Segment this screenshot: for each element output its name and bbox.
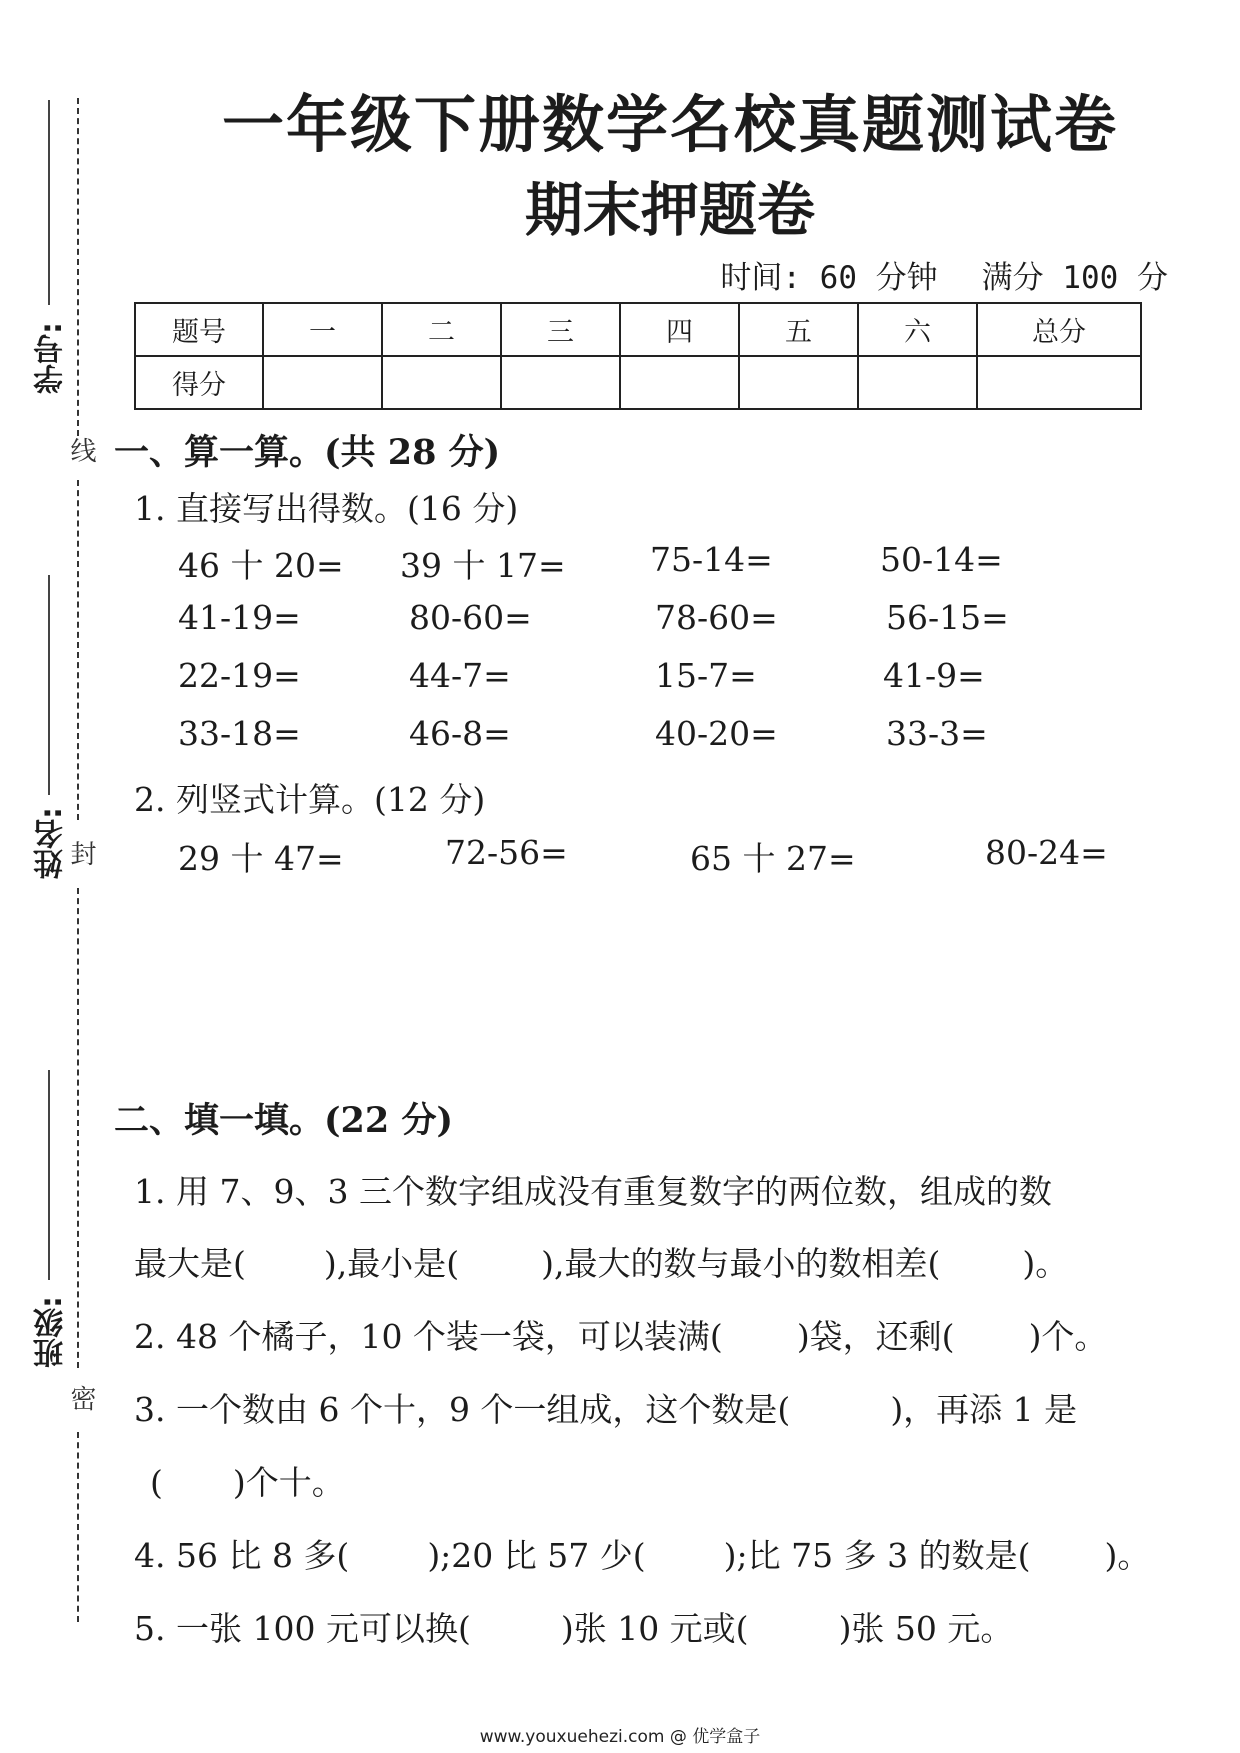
score-row-label: 得分 [135, 356, 263, 409]
calc-item: 40-20= [655, 714, 778, 753]
q1-text: )。 [1022, 1244, 1069, 1283]
page-subtitle: 期末押题卷 [524, 176, 815, 244]
student-id-field[interactable] [18, 100, 78, 410]
calc-item: 75-14= [650, 540, 773, 579]
section-1-heading: 一、算一算。(共 28 分) [114, 432, 501, 473]
exam-full-score: 满分 100 分 [981, 260, 1168, 296]
calc-item: 80-60= [409, 598, 532, 637]
calc-row [0, 540, 1240, 585]
question-5 [134, 1603, 1013, 1650]
q4-text: );20 比 57 少( [427, 1536, 646, 1575]
student-name-label: 姓名: [34, 807, 69, 879]
calc-item: 22-19= [178, 656, 301, 695]
calc-row [0, 656, 1240, 696]
q2-text: )个。 [1028, 1317, 1108, 1356]
calc-item: 78-60= [655, 598, 778, 637]
vertical-calc-item: 65 十 27= [690, 839, 856, 878]
calc-item: 15-7= [655, 656, 757, 695]
score-input-cell[interactable] [739, 356, 858, 409]
exam-info [720, 252, 1168, 297]
score-header-cell: 总分 [977, 303, 1141, 356]
q3-text: 3. 一个数由 6 个十，9 个一组成，这个数是( [134, 1390, 791, 1429]
q4-text: );比 75 多 3 的数是( [723, 1536, 1031, 1575]
student-id-write-line [48, 100, 50, 305]
calc-item: 56-15= [886, 598, 1009, 637]
score-header-cell: 六 [858, 303, 977, 356]
score-input-cell[interactable] [858, 356, 977, 409]
question-4 [134, 1530, 1150, 1577]
seal-word-mi: 密 [66, 1385, 96, 1411]
class-label: 班级: [34, 1296, 69, 1368]
question-3-line-2 [150, 1457, 345, 1504]
score-table-score-row [135, 356, 1141, 409]
score-input-cell[interactable] [620, 356, 739, 409]
q2-text: )袋，还剩( [796, 1317, 955, 1356]
calc-row [0, 714, 1240, 754]
score-input-cell[interactable] [501, 356, 620, 409]
calc-item: 33-18= [178, 714, 301, 753]
page-footer-watermark: www.youxuehezi.com @ 优学盒子 [479, 1727, 761, 1747]
page-title: 一年级下册数学名校真题测试卷 [221, 88, 1118, 161]
calc-item: 46 十 20= [178, 546, 344, 585]
class-write-line [48, 1070, 50, 1280]
question-1-line-2 [134, 1238, 1068, 1285]
q5-text: )张 50 元。 [838, 1609, 1014, 1648]
score-header-cell: 二 [382, 303, 501, 356]
q5-text: 5. 一张 100 元可以换( [134, 1609, 471, 1648]
working-space[interactable] [134, 885, 1134, 1065]
calc-row [0, 598, 1240, 638]
question-1-line-1: 1. 用 7、9、3 三个数字组成没有重复数字的两位数，组成的数 [134, 1172, 1052, 1211]
q1-text: ),最大的数与最小的数相差( [541, 1244, 941, 1283]
score-header-cell: 题号 [135, 303, 263, 356]
q2-text: 2. 48 个橘子，10 个装一袋，可以装满( [134, 1317, 723, 1356]
q3-text: )，再添 1 是 [890, 1390, 1078, 1429]
q5-text: )张 10 元或( [560, 1609, 749, 1648]
section-2-heading: 二、填一填。(22 分) [114, 1100, 454, 1141]
exam-time: 时间: 60 分钟 [720, 260, 938, 296]
vertical-calc-row [0, 833, 1240, 878]
calc-item: 44-7= [409, 656, 511, 695]
score-table [134, 302, 1142, 410]
calc-item: 41-19= [178, 598, 301, 637]
binding-dashed-line [77, 1432, 79, 1622]
score-header-cell: 四 [620, 303, 739, 356]
calc-item: 50-14= [880, 540, 1003, 579]
seal-word-xian: 线 [66, 437, 96, 463]
q1-text: 最大是( [134, 1244, 246, 1283]
vertical-calc-item: 80-24= [985, 833, 1108, 872]
q4-text: )。 [1104, 1536, 1151, 1575]
score-header-cell: 五 [739, 303, 858, 356]
score-input-cell[interactable] [382, 356, 501, 409]
score-header-cell: 一 [263, 303, 382, 356]
calc-item: 39 十 17= [400, 546, 566, 585]
calc-item: 33-3= [886, 714, 988, 753]
score-table-header-row [135, 303, 1141, 356]
question-2 [134, 1311, 1107, 1358]
part-2-label: 2. 列竖式计算。(12 分) [134, 780, 486, 819]
student-id-label: 学号: [34, 322, 69, 394]
vertical-calc-item: 72-56= [445, 833, 568, 872]
score-input-cell[interactable] [263, 356, 382, 409]
score-input-cell[interactable] [977, 356, 1141, 409]
class-field[interactable] [18, 1070, 78, 1390]
q4-text: 4. 56 比 8 多( [134, 1536, 350, 1575]
calc-item: 41-9= [883, 656, 985, 695]
q1-text: ),最小是( [323, 1244, 460, 1283]
score-header-cell: 三 [501, 303, 620, 356]
question-3-line-1 [134, 1384, 1077, 1431]
calc-item: 46-8= [409, 714, 511, 753]
vertical-calc-item: 29 十 47= [178, 839, 344, 878]
part-1-label: 1. 直接写出得数。(16 分) [134, 489, 519, 528]
q3-text: ( [150, 1463, 163, 1502]
q3-text: )个十。 [232, 1463, 345, 1502]
seal-word-feng: 封 [66, 840, 96, 866]
